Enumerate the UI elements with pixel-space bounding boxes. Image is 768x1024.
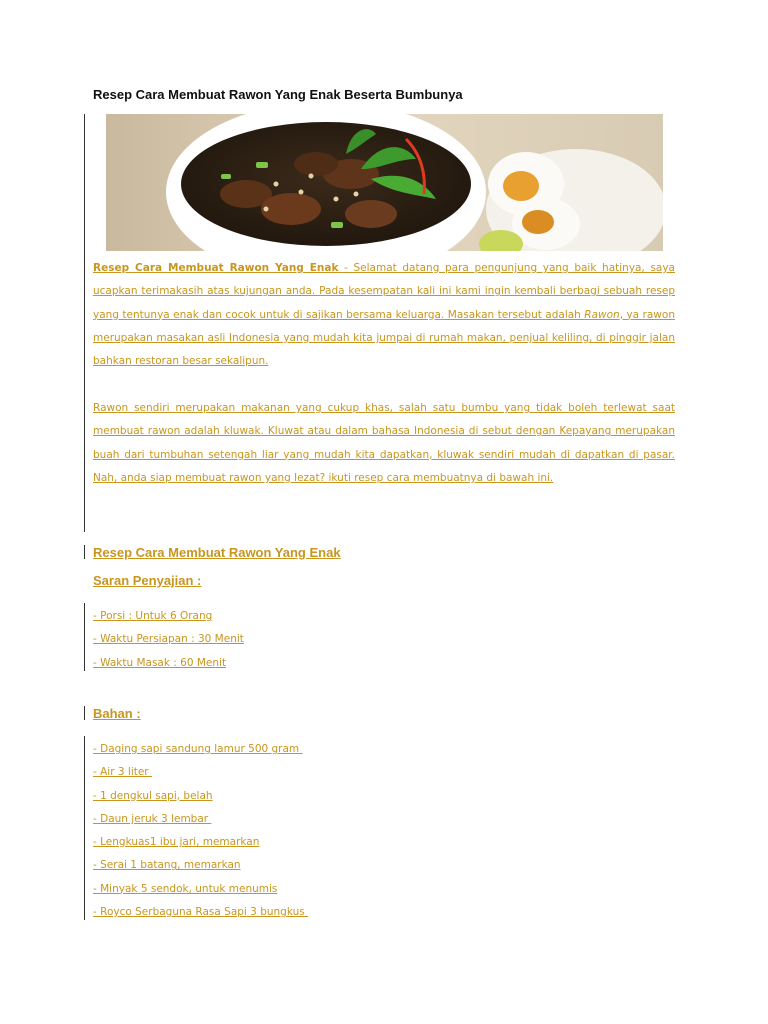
- rawon-illustration: [106, 114, 663, 251]
- content-border-saran: [84, 603, 85, 671]
- rawon-photo: [106, 114, 663, 251]
- intro-paragraph: [93, 257, 675, 373]
- content-border-top: [84, 114, 85, 532]
- saran-list: [93, 605, 244, 675]
- intro-text-rest: , ya rawon merupakan masakan asli Indonesia yang mudah kita jumpai di rumah makan, penjual keliling, di pinggir jalan bahkan restoran besar sekalipun.: [93, 308, 675, 368]
- list-item: - Waktu Masak : 60 Menit: [93, 656, 227, 669]
- saran-heading: Saran Penyajian :: [93, 573, 202, 588]
- bahan-list: [93, 738, 308, 924]
- list-item: - Lengkuas1 ibu jari, memarkan: [93, 836, 260, 849]
- list-item: - Minyak 5 sendok, untuk menumis: [93, 882, 278, 895]
- list-item: - Daging sapi sandung lamur 500 gram: [93, 743, 303, 755]
- list-item: - 1 dengkul sapi, belah: [93, 789, 213, 802]
- bahan-heading: Bahan :: [93, 706, 141, 721]
- paragraph-2: Rawon sendiri merupakan makanan yang cukup khas, salah satu bumbu yang tidak boleh terlewat saat membuat rawon adalah kluwak. Kluwat atau dalam bahasa Indonesia di sebut dengan Kepayang merupakan buah dari tumbuhan setengah liar yang mudah kita dapatkan, kluwak sendiri mudah di dapatkan di pasar. Nah, anda siap membuat rawon yang lezat? ikuti resep cara membuatnya di bawah ini.: [93, 402, 675, 484]
- intro-link[interactable]: Resep Cara Membuat Rawon Yang Enak: [93, 262, 339, 274]
- list-item: - Waktu Persiapan : 30 Menit: [93, 633, 244, 646]
- list-item: - Serai 1 batang, memarkan: [93, 859, 241, 872]
- content-border-bahan-heading: [84, 706, 85, 720]
- intro-italic: Rawon: [584, 308, 620, 321]
- list-item: - Royco Serbaguna Rasa Sapi 3 bungkus: [93, 906, 309, 919]
- list-item: - Porsi : Untuk 6 Orang: [93, 610, 213, 622]
- content-border-heading: [84, 545, 85, 559]
- content-border-bahan: [84, 736, 85, 920]
- intro-text: - Selamat datang para pengunjung yang baik hatinya, saya ucapkan terimakasih atas kujungan anda. Pada kesempatan kali ini kami ingin kembali berbagi sebuah resep yang tentunya enak dan cocok untuk di sajikan bersama keluarga. Masakan tersebut adalah: [93, 262, 675, 321]
- list-item: - Air 3 liter: [93, 766, 152, 779]
- section-heading[interactable]: Resep Cara Membuat Rawon Yang Enak: [93, 545, 341, 560]
- list-item: - Daun jeruk 3 lembar: [93, 812, 212, 825]
- page-title: Resep Cara Membuat Rawon Yang Enak Beserta Bumbunya: [93, 87, 463, 102]
